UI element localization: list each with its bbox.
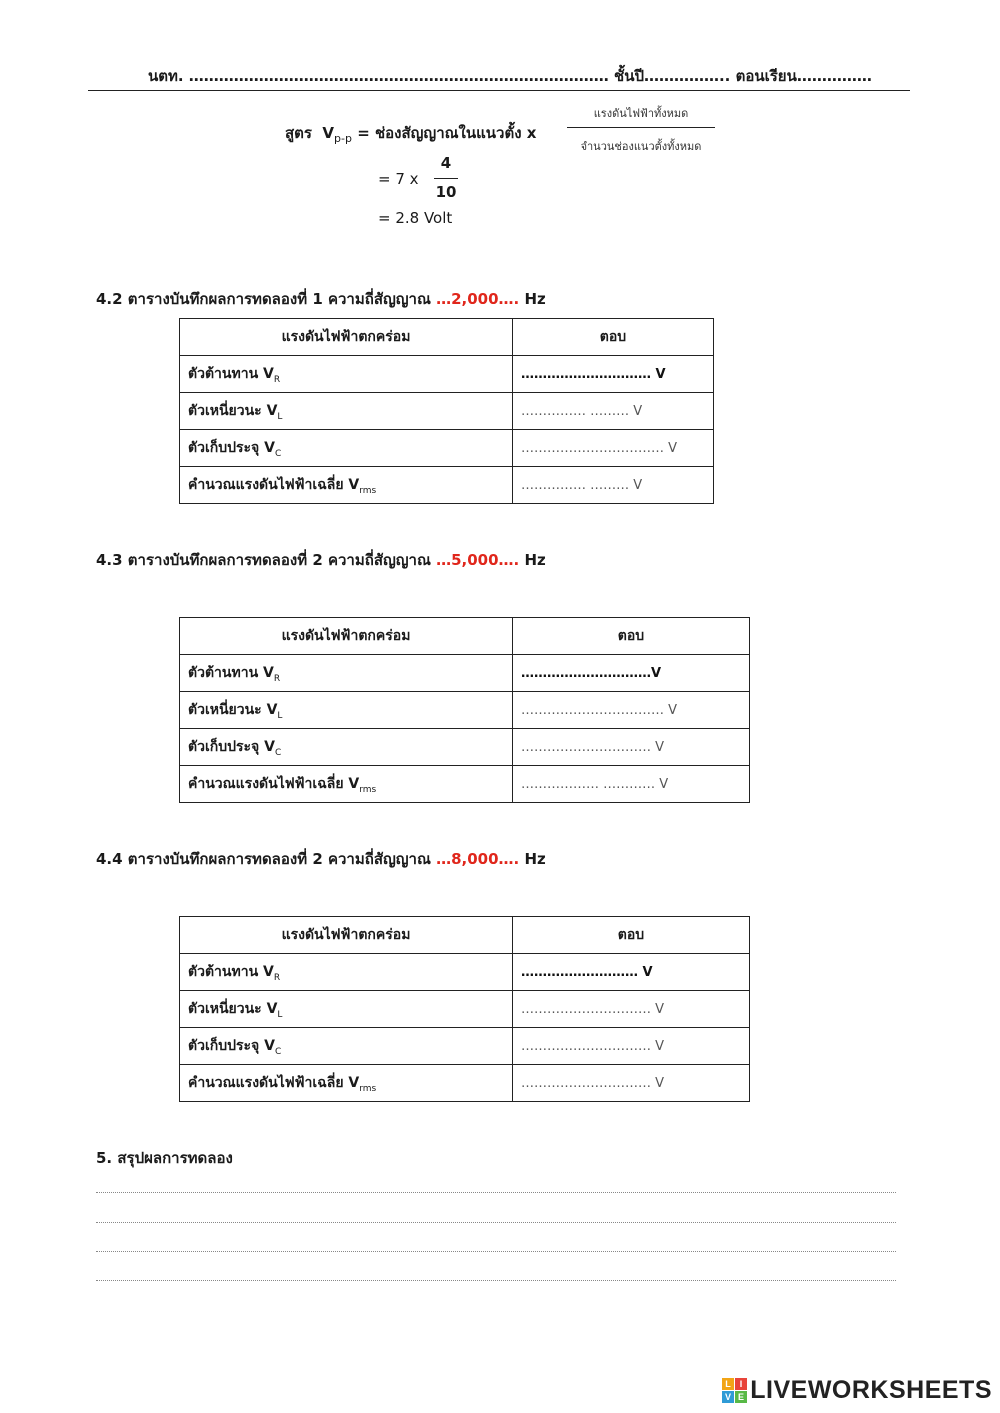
row-label-text: ตัวต้านทาน V: [188, 366, 274, 382]
step1-denominator: 10: [435, 183, 457, 201]
row-label: [180, 766, 513, 803]
conclusion-line[interactable]: [96, 1222, 896, 1223]
formula-fraction-bar: [567, 127, 715, 128]
row-label: [180, 954, 513, 991]
conclusion-line[interactable]: [96, 1280, 896, 1281]
results-table-1: [179, 318, 714, 504]
table-row: [180, 729, 750, 766]
answer-field[interactable]: ………………………… V: [513, 1028, 750, 1065]
formula-label: สูตร: [285, 124, 312, 142]
row-label: [180, 356, 513, 393]
row-label-sub: R: [273, 374, 281, 385]
answer-field[interactable]: ………………………… V: [513, 729, 750, 766]
frequency-value: …8,000….: [436, 850, 520, 868]
answer-field[interactable]: ………………………… V: [513, 1065, 750, 1102]
row-label-sub: rms: [359, 784, 377, 795]
section-title-text: 4.4 ตารางบันทึกผลการทดลองที่ 2 ความถี่สัญญาณ: [96, 850, 437, 868]
row-label-text: ตัวเก็บประจุ V: [188, 440, 275, 456]
row-label-sub: C: [274, 747, 282, 758]
frequency-unit: Hz: [519, 551, 546, 569]
results-table-2: [179, 617, 750, 803]
column-header-answer: ตอบ: [513, 319, 714, 356]
row-label-text: ตัวเก็บประจุ V: [188, 739, 275, 755]
column-header-answer: ตอบ: [513, 618, 750, 655]
logo-mark-letter: V: [722, 1391, 734, 1403]
row-label-sub: R: [273, 972, 281, 983]
row-label-sub: R: [273, 673, 281, 684]
table-row: [180, 467, 714, 504]
student-info-header: นตท. ………………………………………………………………………… ชั้นปี…………….. ตอนเรียน……………: [148, 67, 872, 85]
section-title-text: 4.3 ตารางบันทึกผลการทดลองที่ 2 ความถี่สัญญาณ: [96, 551, 437, 569]
row-label-text: คำนวณแรงดันไฟฟ้าเฉลี่ย V: [188, 776, 360, 792]
row-label: [180, 991, 513, 1028]
table-row: [180, 356, 714, 393]
column-header-voltage: แรงดันไฟฟ้าตกคร่อม: [180, 917, 513, 954]
answer-field[interactable]: …………………………… V: [513, 430, 714, 467]
column-header-answer: ตอบ: [513, 917, 750, 954]
answer-field[interactable]: …………… ……… V: [513, 393, 714, 430]
formula-step1: = 7 x: [378, 170, 419, 188]
table-row: [180, 655, 750, 692]
row-label: [180, 655, 513, 692]
answer-field[interactable]: ………………………… V: [513, 356, 714, 393]
table-row: [180, 1065, 750, 1102]
table-row: [180, 1028, 750, 1065]
column-header-voltage: แรงดันไฟฟ้าตกคร่อม: [180, 618, 513, 655]
row-label-text: ตัวเหนี่ยวนะ V: [188, 1001, 278, 1017]
frequency-unit: Hz: [519, 290, 546, 308]
row-label: [180, 430, 513, 467]
logo-mark-letter: I: [735, 1378, 747, 1390]
table-header-row: [180, 917, 750, 954]
table-row: [180, 991, 750, 1028]
step1-fraction-bar: [434, 178, 458, 179]
table-row: [180, 954, 750, 991]
formula-denominator: จำนวนช่องแนวตั้งทั้งหมด: [580, 140, 702, 153]
conclusion-line[interactable]: [96, 1251, 896, 1252]
logo-mark-icon: [722, 1378, 747, 1403]
conclusion-title: 5. สรุปผลการทดลอง: [96, 1149, 233, 1167]
table-row: [180, 430, 714, 467]
conclusion-line[interactable]: [96, 1192, 896, 1193]
row-label-text: ตัวเหนี่ยวนะ V: [188, 403, 278, 419]
answer-field[interactable]: …………………………V: [513, 655, 750, 692]
column-header-voltage: แรงดันไฟฟ้าตกคร่อม: [180, 319, 513, 356]
row-label: [180, 393, 513, 430]
frequency-value: …5,000….: [436, 551, 520, 569]
liveworksheets-logo: [722, 1376, 992, 1405]
row-label: [180, 467, 513, 504]
section-4-4-title: [96, 847, 546, 871]
table-row: [180, 766, 750, 803]
logo-mark-letter: L: [722, 1378, 734, 1390]
row-label-text: ตัวเก็บประจุ V: [188, 1038, 275, 1054]
row-label-sub: C: [274, 1046, 282, 1057]
section-4-3-title: [96, 548, 546, 572]
row-label-text: คำนวณแรงดันไฟฟ้าเฉลี่ย V: [188, 477, 360, 493]
row-label: [180, 1065, 513, 1102]
section-title-text: 4.2 ตารางบันทึกผลการทดลองที่ 1 ความถี่สัญญาณ: [96, 290, 437, 308]
row-label-text: ตัวต้านทาน V: [188, 665, 274, 681]
table-header-row: [180, 319, 714, 356]
header-divider: [88, 90, 910, 91]
answer-field[interactable]: …………… ……… V: [513, 467, 714, 504]
answer-field[interactable]: ………………………… V: [513, 991, 750, 1028]
answer-field[interactable]: …………………………… V: [513, 692, 750, 729]
formula-numerator: แรงดันไฟฟ้าทั้งหมด: [593, 107, 689, 120]
row-label-sub: L: [277, 411, 283, 422]
row-label-sub: rms: [359, 485, 377, 496]
logo-wordmark: LIVEWORKSHEETS: [750, 1376, 992, 1404]
formula-equals: = ช่องสัญญาณในแนวตั้ง x: [357, 124, 537, 142]
frequency-unit: Hz: [519, 850, 546, 868]
row-label-text: คำนวณแรงดันไฟฟ้าเฉลี่ย V: [188, 1075, 360, 1091]
formula-line: [285, 121, 536, 145]
step1-numerator: 4: [440, 154, 452, 172]
answer-field[interactable]: ……………… ………… V: [513, 766, 750, 803]
table-row: [180, 692, 750, 729]
row-label-sub: L: [277, 1009, 283, 1020]
section-4-2-title: [96, 287, 546, 311]
formula-symbol: V: [322, 124, 335, 142]
formula-step2: = 2.8 Volt: [378, 209, 453, 227]
row-label: [180, 1028, 513, 1065]
logo-mark-letter: E: [735, 1391, 747, 1403]
row-label-text: ตัวเหนี่ยวนะ V: [188, 702, 278, 718]
row-label-sub: C: [274, 448, 282, 459]
frequency-value: …2,000….: [436, 290, 520, 308]
answer-field[interactable]: ……………………… V: [513, 954, 750, 991]
table-row: [180, 393, 714, 430]
row-label: [180, 729, 513, 766]
table-header-row: [180, 618, 750, 655]
row-label-sub: L: [277, 710, 283, 721]
formula-subscript: p-p: [334, 132, 352, 145]
row-label-sub: rms: [359, 1083, 377, 1094]
row-label-text: ตัวต้านทาน V: [188, 964, 274, 980]
row-label: [180, 692, 513, 729]
results-table-3: [179, 916, 750, 1102]
